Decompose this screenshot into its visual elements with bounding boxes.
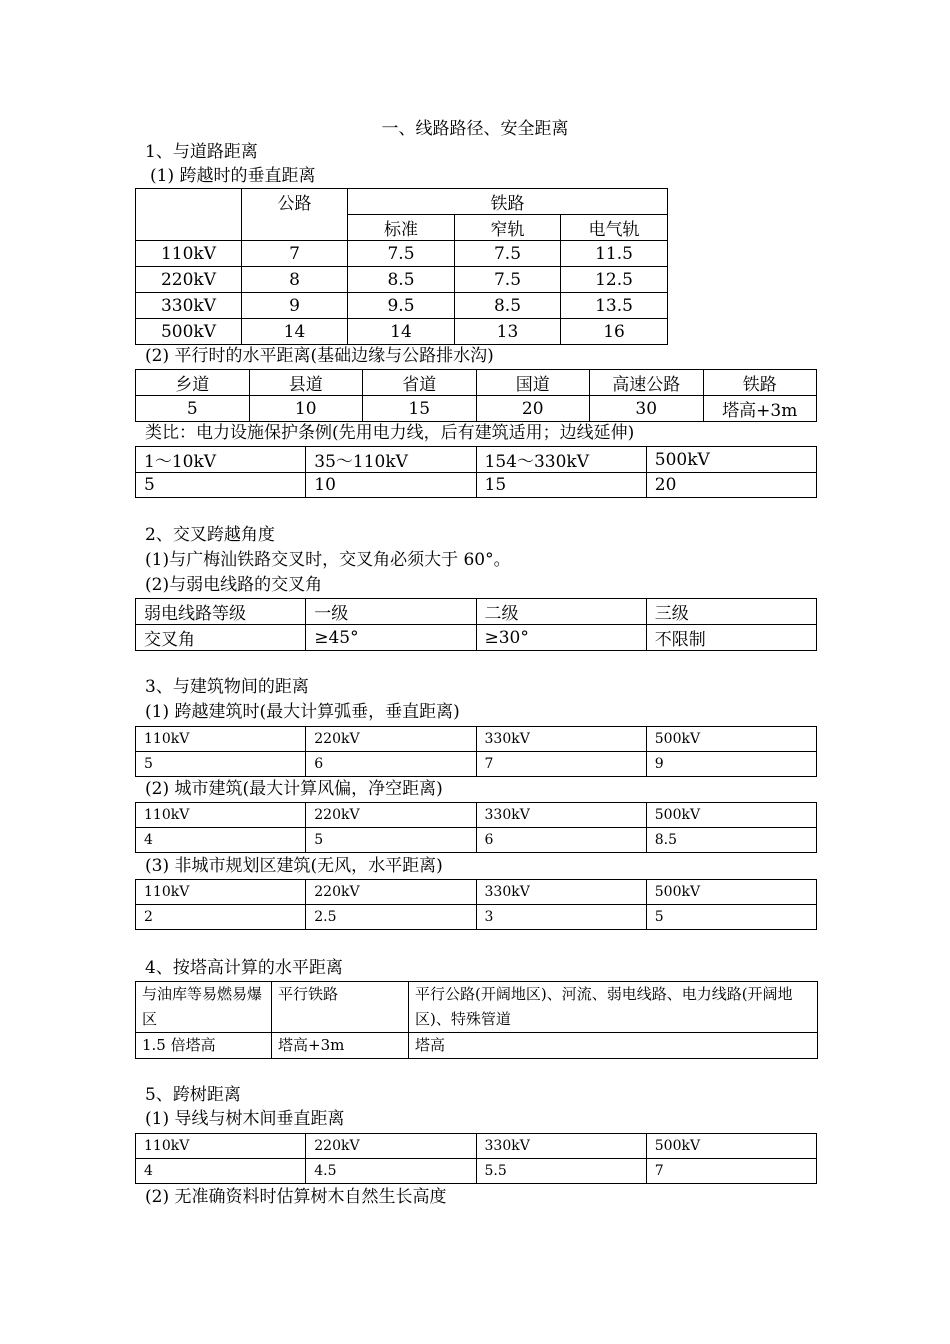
table-cell: 1.5 倍塔高	[136, 1033, 272, 1059]
crossing-angle-table	[135, 598, 817, 651]
table-cell: 16	[561, 319, 668, 345]
table-cell: 30	[590, 396, 704, 422]
table-row	[136, 625, 817, 651]
header-rail: 铁路	[348, 189, 668, 215]
table-cell: 330kV	[476, 880, 646, 905]
table-cell: 6	[476, 828, 646, 853]
table-cell: 3	[476, 905, 646, 930]
table-cell: 500kV	[646, 447, 816, 473]
table-row	[136, 880, 817, 905]
table-cell: 10	[249, 396, 363, 422]
header-electric: 电气轨	[561, 215, 668, 241]
table-cell: 35～110kV	[306, 447, 476, 473]
table-cell: 国道	[476, 370, 590, 396]
table-cell: 5	[646, 905, 816, 930]
table-row	[136, 447, 817, 473]
table-row	[136, 1134, 817, 1159]
table-cell: 6	[306, 752, 476, 777]
table-cell: 15	[363, 396, 477, 422]
table-cell: 8	[242, 267, 348, 293]
urban-building-table	[135, 802, 817, 853]
table-cell: 4.5	[306, 1159, 476, 1184]
analogy-note: 类比：电力设施保护条例(先用电力线，后有建筑适用；边线延伸)	[145, 423, 635, 443]
header-corner-cell	[136, 189, 242, 241]
table-cell: 二级	[476, 599, 646, 625]
table-cell: 塔高+3m	[703, 396, 817, 422]
table-cell: 13	[455, 319, 561, 345]
section-5-sub-1: (1) 导线与树木间垂直距离	[145, 1109, 345, 1129]
table-cell: 110kV	[136, 727, 306, 752]
table-cell: 5	[136, 396, 250, 422]
table-cell: 5.5	[476, 1159, 646, 1184]
header-road: 公路	[242, 189, 348, 241]
table-cell: 5	[136, 752, 306, 777]
table-cell: 一级	[306, 599, 476, 625]
table-row	[136, 241, 668, 267]
table-cell: 县道	[249, 370, 363, 396]
table-row	[136, 1159, 817, 1184]
building-crossing-table	[135, 726, 817, 777]
table-cell: 平行公路(开阔地区)、河流、弱电线路、电力线路(开阔地区)、特殊管道	[409, 982, 818, 1033]
section-3-heading: 3、与建筑物间的距离	[145, 677, 309, 697]
section-1-heading: 1、与道路距离	[145, 142, 258, 162]
table-cell: 14	[242, 319, 348, 345]
table-cell: 1～10kV	[136, 447, 306, 473]
section-4-heading: 4、按塔高计算的水平距离	[145, 958, 343, 978]
table-row	[136, 1033, 818, 1059]
table-cell: 4	[136, 828, 306, 853]
table-cell: 乡道	[136, 370, 250, 396]
table-cell: 省道	[363, 370, 477, 396]
table-cell: 500kV	[646, 727, 816, 752]
table-cell: 三级	[646, 599, 816, 625]
table-row	[136, 599, 817, 625]
table-cell: ≥45°	[306, 625, 476, 651]
table-cell: 7	[646, 1159, 816, 1184]
table-cell: 500kV	[646, 1134, 816, 1159]
section-3-sub-1: (1) 跨越建筑时(最大计算弧垂，垂直距离)	[145, 702, 460, 722]
table-cell: 8.5	[455, 293, 561, 319]
table-row	[136, 905, 817, 930]
header-standard: 标准	[348, 215, 455, 241]
table-cell: 高速公路	[590, 370, 704, 396]
table-cell: 11.5	[561, 241, 668, 267]
table-cell: 8.5	[348, 267, 455, 293]
table-cell: 330kV	[136, 293, 242, 319]
table-row	[136, 267, 668, 293]
table-cell: 9.5	[348, 293, 455, 319]
table-cell: 5	[136, 473, 306, 498]
table-cell: 9	[646, 752, 816, 777]
table-row	[136, 828, 817, 853]
table-cell: 330kV	[476, 1134, 646, 1159]
table-cell: 7	[242, 241, 348, 267]
table-cell: 2	[136, 905, 306, 930]
table-cell: 7	[476, 752, 646, 777]
table-cell: 220kV	[306, 803, 476, 828]
section-3-sub-2: (2) 城市建筑(最大计算风偏，净空距离)	[145, 779, 443, 799]
table-cell: 8.5	[646, 828, 816, 853]
table-cell: 14	[348, 319, 455, 345]
table-cell: 塔高	[409, 1033, 818, 1059]
table-cell: 交叉角	[136, 625, 306, 651]
section-2-heading: 2、交叉跨越角度	[145, 525, 275, 545]
table-cell: 20	[476, 396, 590, 422]
table-cell: 不限制	[646, 625, 816, 651]
tree-clearance-table	[135, 1133, 817, 1184]
table-cell: 平行铁路	[272, 982, 409, 1033]
table-cell: 7.5	[455, 267, 561, 293]
section-1-sub-1: (1) 跨越时的垂直距离	[150, 166, 316, 186]
table-cell: 220kV	[136, 267, 242, 293]
table-row	[136, 293, 668, 319]
table-row	[136, 473, 817, 498]
road-parallel-table	[135, 369, 817, 422]
table-cell: 20	[646, 473, 816, 498]
table-cell: 110kV	[136, 880, 306, 905]
road-crossing-table	[135, 188, 668, 345]
section-2-para-1: (1)与广梅汕铁路交叉时，交叉角必须大于 60°。	[145, 550, 511, 570]
table-row	[136, 982, 818, 1033]
table-cell: 110kV	[136, 241, 242, 267]
table-cell: 220kV	[306, 727, 476, 752]
section-2-para-2: (2)与弱电线路的交叉角	[145, 575, 323, 595]
table-cell: 154～330kV	[476, 447, 646, 473]
section-1-sub-2: (2) 平行时的水平距离(基础边缘与公路排水沟)	[145, 346, 494, 366]
section-5-heading: 5、跨树距离	[145, 1085, 241, 1105]
table-cell: 110kV	[136, 1134, 306, 1159]
protection-table	[135, 446, 817, 498]
rural-building-table	[135, 879, 817, 930]
table-cell: 330kV	[476, 727, 646, 752]
table-cell: 4	[136, 1159, 306, 1184]
table-cell: 10	[306, 473, 476, 498]
table-cell: 7.5	[348, 241, 455, 267]
table-row	[136, 727, 817, 752]
table-cell: 500kV	[136, 319, 242, 345]
table-cell: 220kV	[306, 1134, 476, 1159]
table-cell: ≥30°	[476, 625, 646, 651]
table-cell: 15	[476, 473, 646, 498]
header-narrow: 窄轨	[455, 215, 561, 241]
table-cell: 7.5	[455, 241, 561, 267]
table-row	[136, 752, 817, 777]
section-5-sub-2: (2) 无准确资料时估算树木自然生长高度	[145, 1187, 447, 1207]
tower-height-table	[135, 981, 818, 1059]
table-cell: 500kV	[646, 880, 816, 905]
table-cell: 220kV	[306, 880, 476, 905]
table-cell: 13.5	[561, 293, 668, 319]
table-cell: 12.5	[561, 267, 668, 293]
table-cell: 110kV	[136, 803, 306, 828]
table-cell: 2.5	[306, 905, 476, 930]
table-cell: 与油库等易燃易爆区	[136, 982, 272, 1033]
table-cell: 5	[306, 828, 476, 853]
table-row	[136, 396, 817, 422]
page-title: 一、线路路径、安全距离	[381, 119, 569, 139]
table-row	[136, 370, 817, 396]
table-cell: 9	[242, 293, 348, 319]
section-3-sub-3: (3) 非城市规划区建筑(无风，水平距离)	[145, 856, 443, 876]
table-cell: 铁路	[703, 370, 817, 396]
table-row	[136, 803, 817, 828]
table-row	[136, 319, 668, 345]
table-cell: 塔高+3m	[272, 1033, 409, 1059]
table-cell: 弱电线路等级	[136, 599, 306, 625]
table-cell: 330kV	[476, 803, 646, 828]
table-cell: 500kV	[646, 803, 816, 828]
